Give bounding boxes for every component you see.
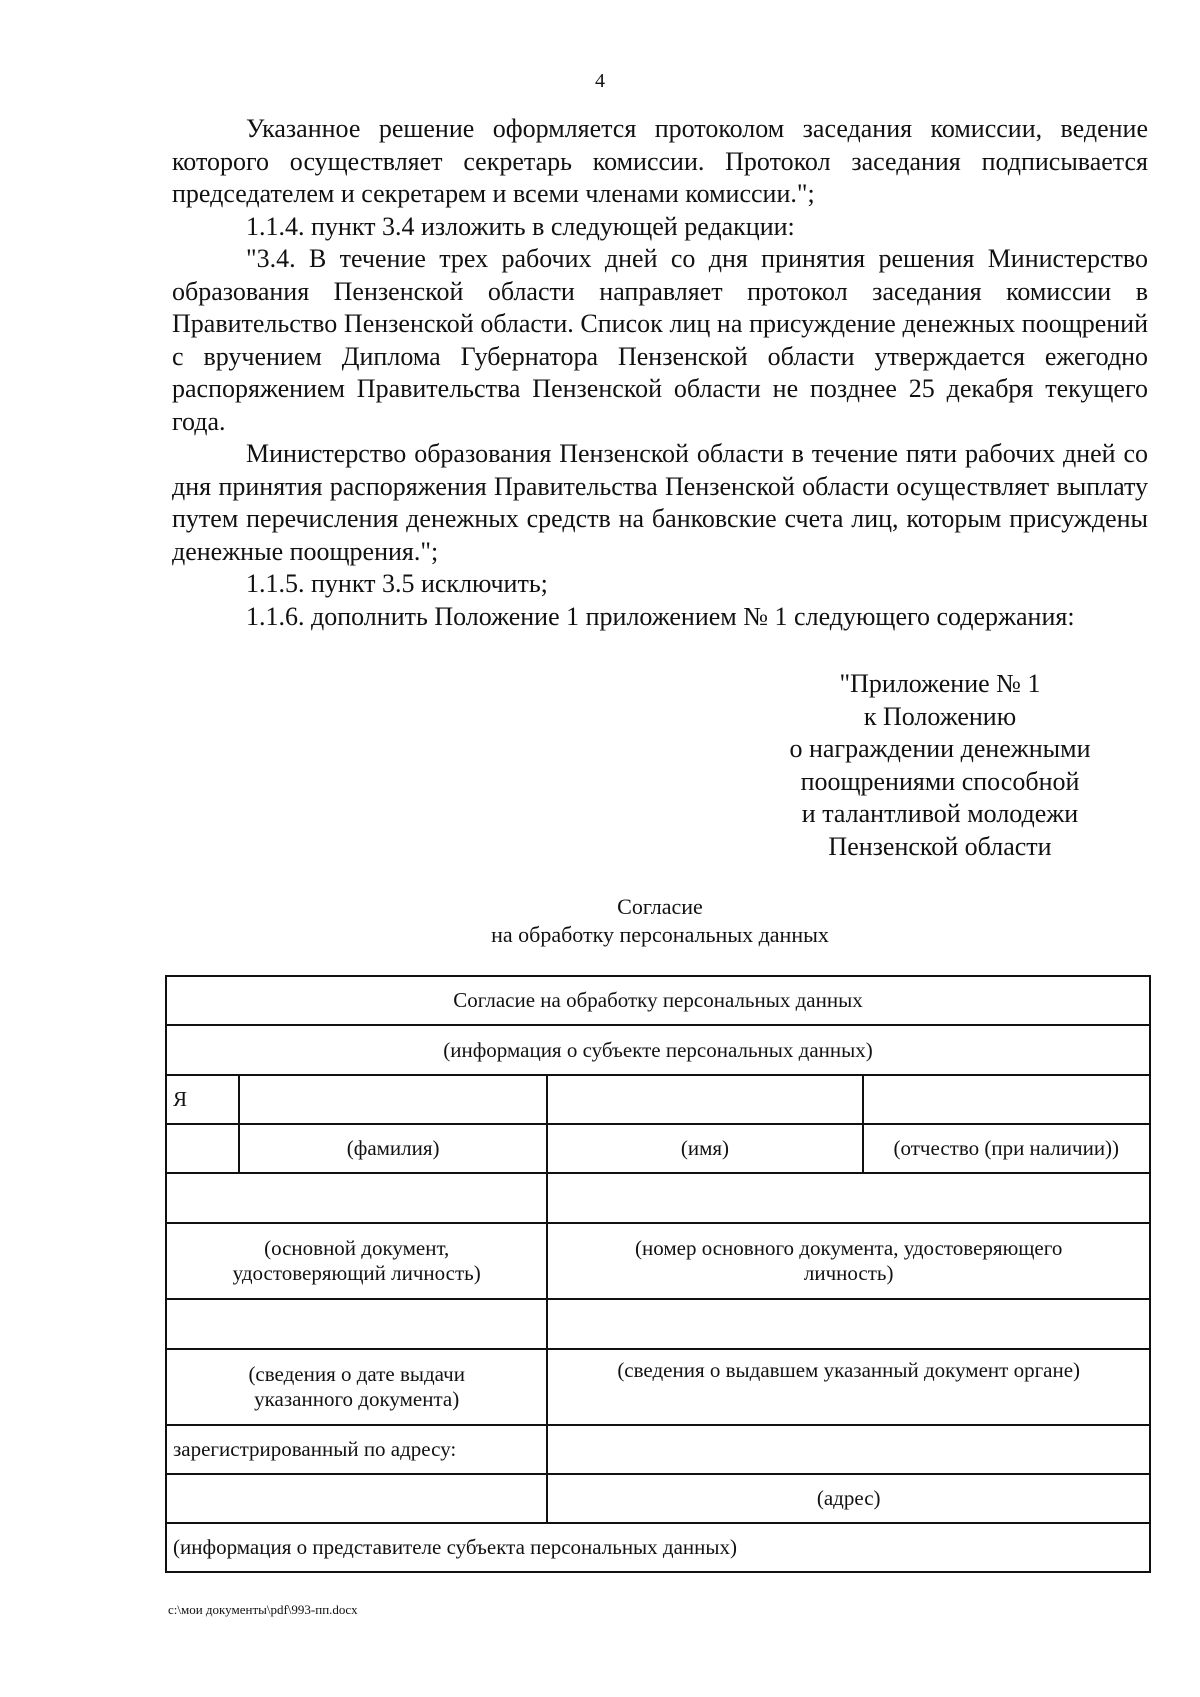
patronymic-label: (отчество (при наличии)) [863,1124,1150,1173]
form-title [0,893,1200,949]
name-field[interactable] [547,1075,862,1124]
label-line: личность) [803,1261,894,1285]
issuer-field[interactable] [547,1299,1150,1349]
issue-date-field[interactable] [166,1299,547,1349]
table-row [166,1173,1150,1223]
issuer-label: (сведения о выдавшем указанный документ органе) [547,1349,1150,1425]
address-extra-field[interactable] [166,1474,547,1523]
ya-cell: Я [166,1075,239,1124]
table-row [166,1025,1150,1075]
body-text [172,113,1148,633]
footer-file-path: c:\мои документы\pdf\993-пп.docx [168,1602,358,1617]
patronymic-field[interactable] [863,1075,1150,1124]
appendix-line: Пензенской области [828,831,1052,861]
label-line: указанного документа) [254,1387,460,1411]
page-number: 4 [595,70,605,92]
appendix-line: о награждении денежными [789,734,1091,763]
table-row [166,1349,1150,1425]
table-row [166,1124,1150,1173]
surname-field[interactable] [239,1075,548,1124]
representative-info-cell: (информация о представителе субъекта персональных данных) [166,1523,1150,1572]
registered-label: зарегистрированный по адресу: [166,1425,547,1474]
table-row [166,1299,1150,1349]
table-row [166,1223,1150,1299]
empty-cell [166,1124,239,1173]
surname-label: (фамилия) [239,1124,548,1173]
paragraph: 1.1.6. дополнить Положение 1 приложением № 1 следующего содержания: [246,601,1075,631]
address-field[interactable] [547,1425,1150,1474]
form-header-cell: Согласие на обработку персональных данных [166,976,1150,1025]
label-line: (номер основного документа, удостоверяющего [635,1236,1063,1260]
document-type-label [166,1223,547,1299]
document-number-field[interactable] [547,1173,1150,1223]
label-line: (основной документ, [264,1236,450,1260]
appendix-line: и талантливой молодежи [801,799,1079,828]
paragraph: Министерство образования Пензенской области в течение пяти рабочих дней со дня принятия распоряжения Правительства Пензенской области осуществляет выплату путем перечисления денежных средств на банковские счета лиц, которым присуждены денежные поощрения."; [172,439,1148,566]
table-row [166,1075,1150,1124]
document-number-label [547,1223,1150,1299]
label-line: (сведения о дате выдачи [248,1362,465,1386]
table-row [166,1474,1150,1523]
table-row [166,1425,1150,1474]
address-label: (адрес) [547,1474,1150,1523]
paragraph: Указанное решение оформляется протоколом заседания комиссии, ведение которого осуществляет секретарь комиссии. Протокол заседания подписывается председателем и секретарем и всеми членами комиссии."; [172,114,1148,208]
appendix-line: к Положению [863,701,1017,731]
form-title-line: на обработку персональных данных [491,922,829,947]
consent-form-table [165,975,1151,1573]
label-line: удостоверяющий личность) [232,1261,481,1285]
paragraph: 1.1.5. пункт 3.5 исключить; [246,569,548,598]
name-label: (имя) [547,1124,862,1173]
appendix-header [760,668,1120,863]
appendix-line: "Приложение № 1 [839,669,1041,698]
appendix-line: поощрениями способной [800,766,1080,796]
form-title-line: Согласие [617,894,703,919]
table-row [166,1523,1150,1572]
paragraph: "3.4. В течение трех рабочих дней со дня принятия решения Министерство образования Пензенской области направляет протокол заседания комиссии в Правительство Пензенской области. Список лиц на присуждение денежных поощрений с вручением Диплома Губернатора Пензенской области утверждается ежегодно распоряжением Правительства Пензенской области не позднее 25 декабря текущего года. [172,244,1148,436]
table-row [166,976,1150,1025]
issue-date-label [166,1349,547,1425]
subject-info-cell: (информация о субъекте персональных данных) [166,1025,1150,1075]
document-type-field[interactable] [166,1173,547,1223]
paragraph: 1.1.4. пункт 3.4 изложить в следующей редакции: [246,211,795,241]
